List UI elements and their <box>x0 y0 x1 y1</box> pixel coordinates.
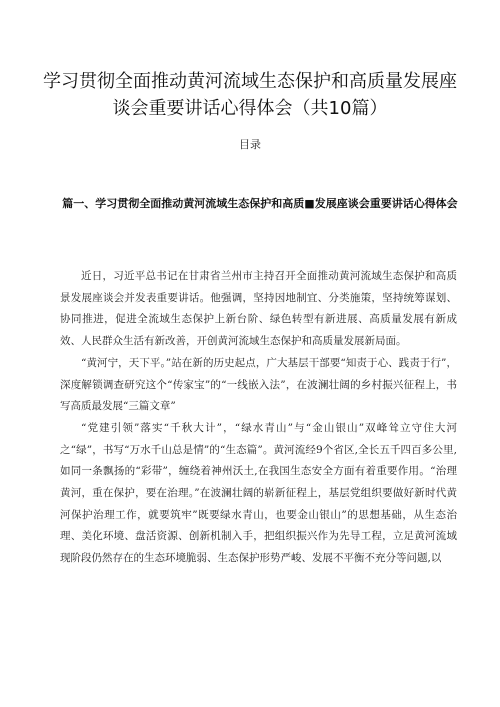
table-of-contents-label: 目录 <box>239 138 261 151</box>
paragraph: “黄河宁，天下平。”站在新的历史起点，广大基层干部要“知责于心、践责于行”，深度解锁调查研究这个“传家宝”的“一线嵌入法”，在波澜壮阔的乡村振兴征程上，书写高质最发展“三篇文章” <box>60 356 457 413</box>
document-title: 学习贯彻全面推动黄河流域生态保护和高质量发展座谈会重要讲话心得体会（共10篇） <box>43 71 457 119</box>
body-text <box>60 266 457 570</box>
section-heading: 篇一、学习贯彻全面推动黄河流域生态保护和高质■发展座谈会重要讲话心得体会 <box>62 197 458 210</box>
paragraph: 近日，习近平总书记在甘肃省兰州市主持召开全面推动黄河流域生态保护和高质景发展座谈会并发表重要讲话。他强调，坚持因地制宜、分类施策，坚持统筹谋划、协同推进，促进全流域生态保护上新台阶、绿色转型有新进展、高质量发展有新成效、人民群众生活有新改善，开创黄河流域生态保护和高质量发展新局面。 <box>60 270 457 348</box>
paragraph: “党建引领”落实“千秋大计”，“绿水青山”与“金山银山”双峰耸立守住大河之“绿”，书写“万水千山总是情”的“生态篇”。黄河流经9个省区,全长五千四百多公里,如同一条飘扬的“彩带”，缠绕着神州沃土,在我国生态安全方面有着重要作用。“治理黄河，重在保护，要在治理。”在波澜壮阔的崭新征程上，基层党组织要做好新时代黄河保护治理工作，就要筑牢”既要绿水青山，也要金山银山”的思想基础，从生态治理、美化环境、盘活资源、创新机制入手，把组织振兴作为先导工程，立足黄河流域现阶段仍然存在的生态环境脆弱、生态保护形势严峻、发展不平衡不充分等问题,以 <box>60 421 457 565</box>
